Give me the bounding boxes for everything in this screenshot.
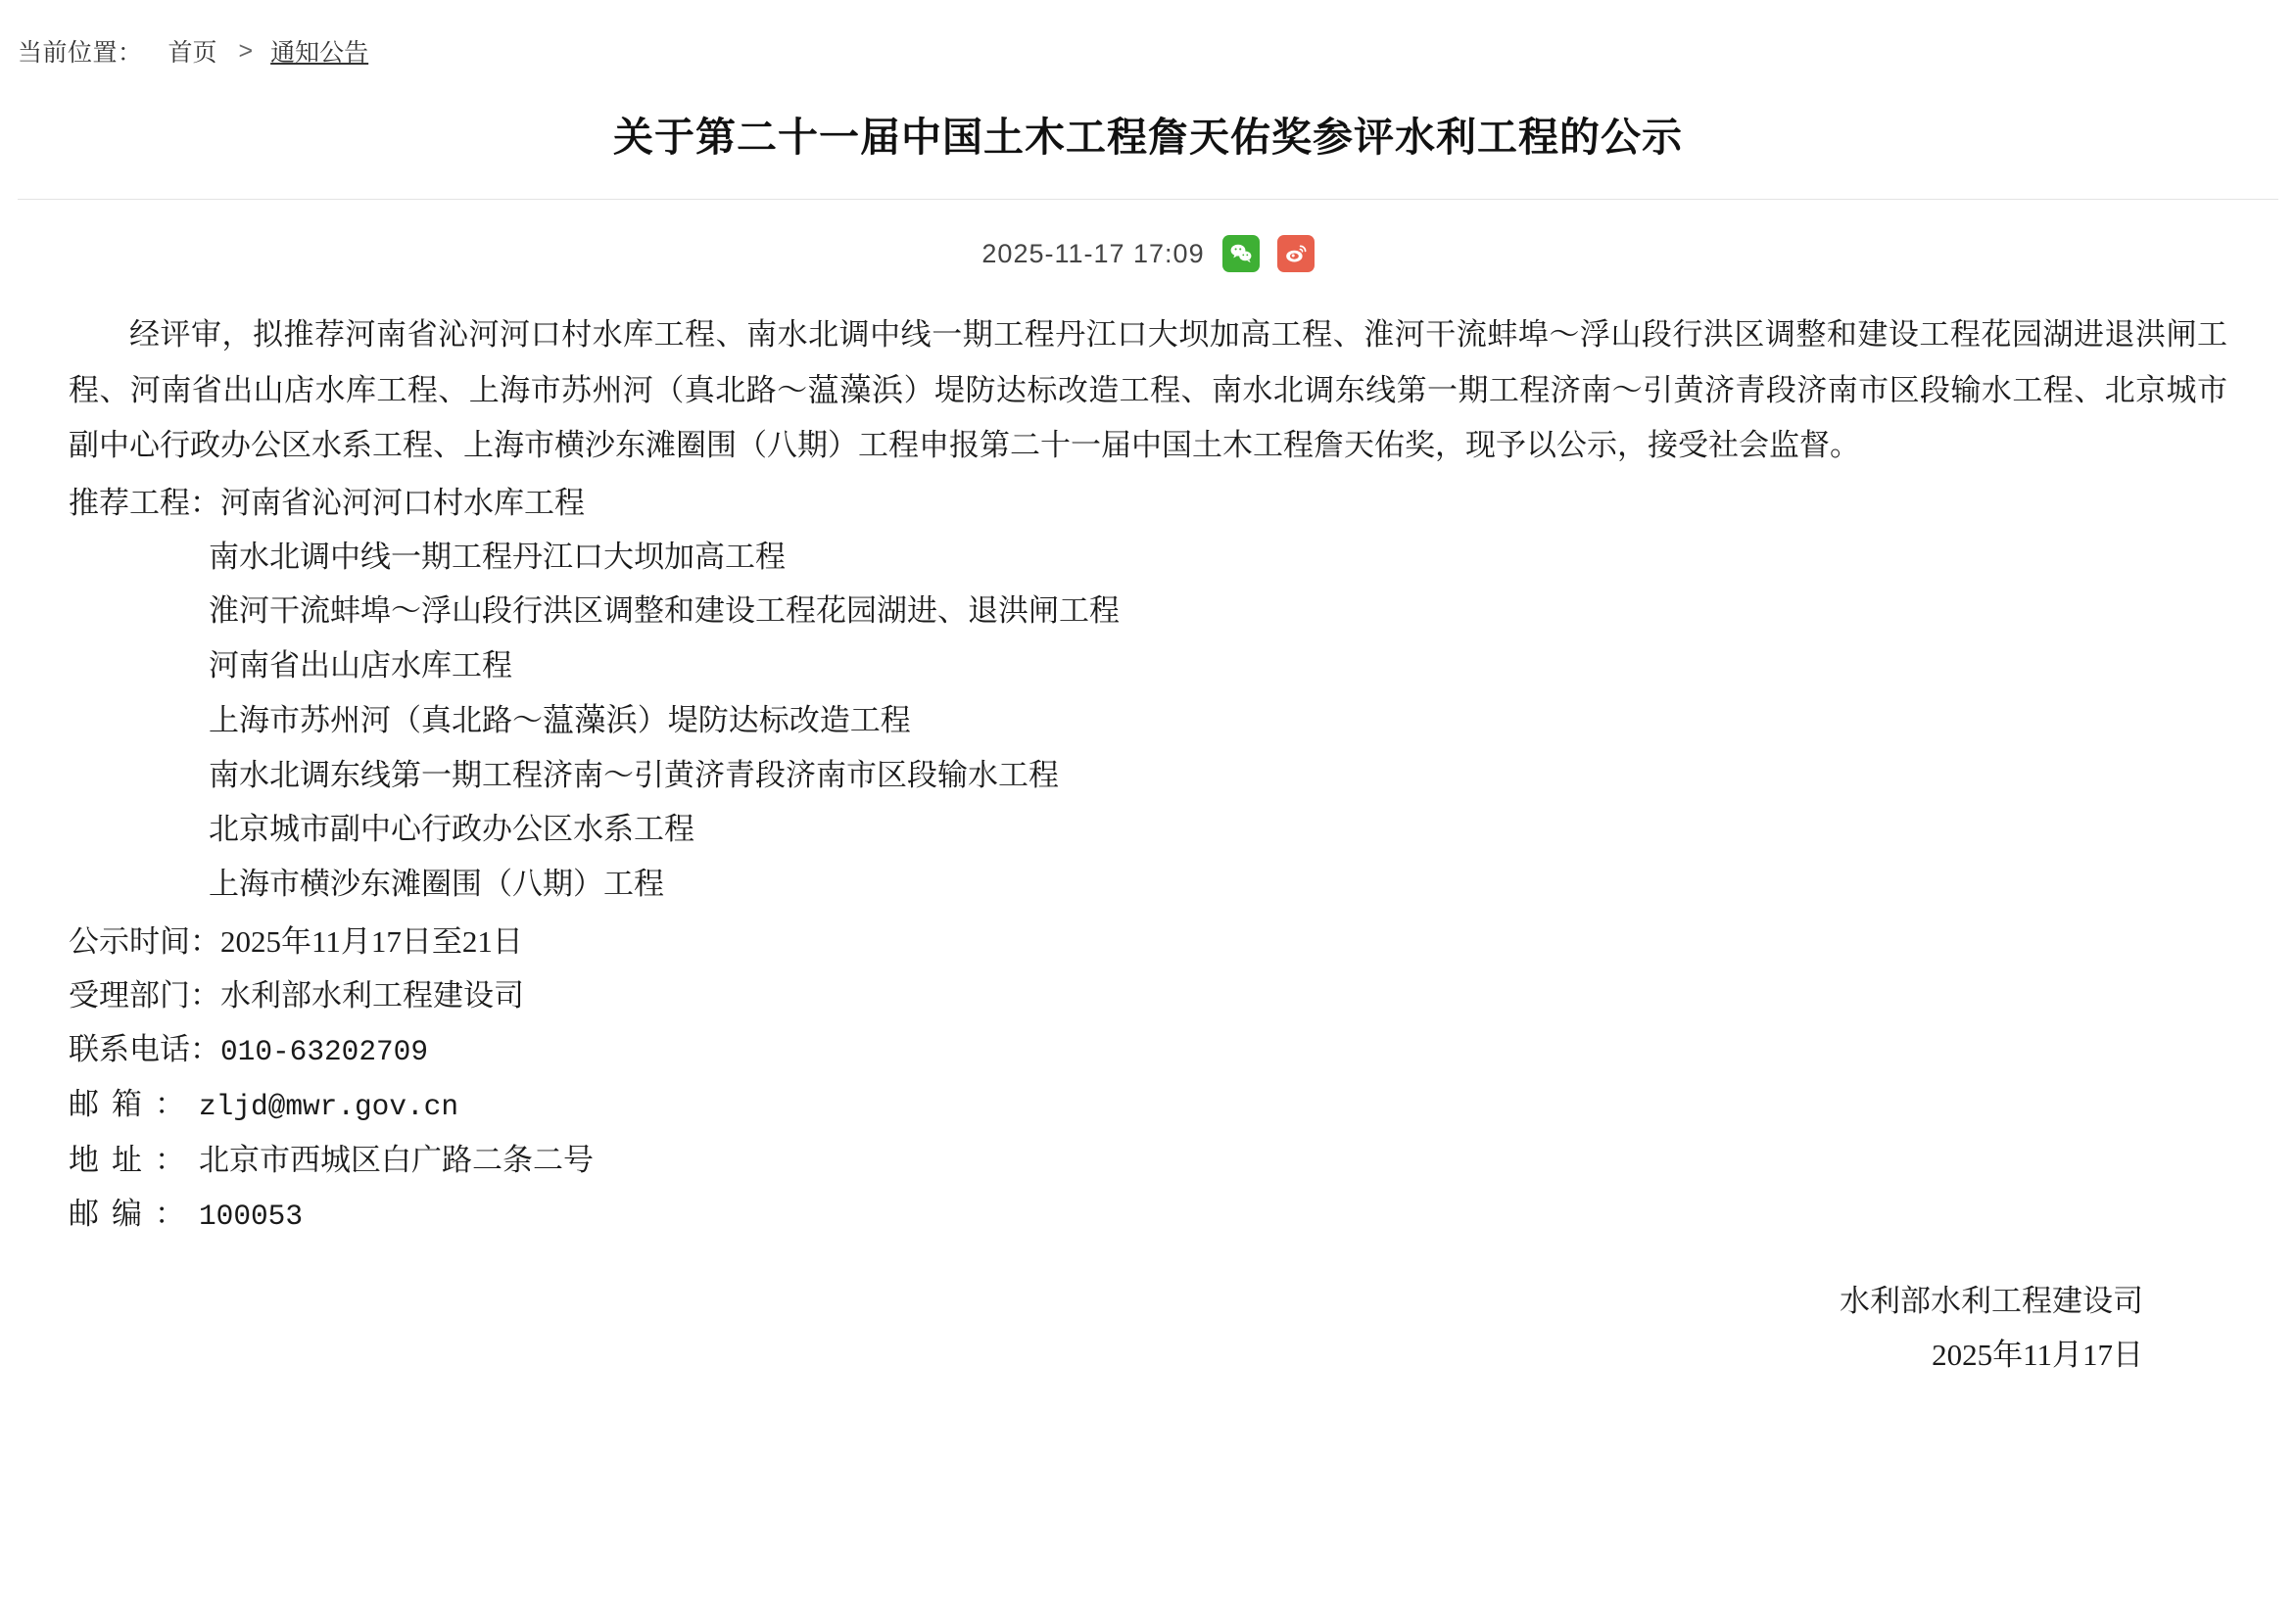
info-value: 北京市西城区白广路二条二号 <box>199 1142 594 1177</box>
breadcrumb <box>0 0 2296 94</box>
info-row-department <box>69 968 2227 1022</box>
intro-paragraph-emphasis: 蕰藻浜 <box>807 371 904 407</box>
list-item: 北京城市副中心行政办公区水系工程 <box>209 812 694 847</box>
list-item: 南水北调中线一期工程丹江口大坝加高工程 <box>209 540 786 575</box>
list-item: 南水北调东线第一期工程济南～引黄济青段济南市区段输水工程 <box>209 758 1059 793</box>
list-item: 河南省出山店水库工程 <box>209 647 512 683</box>
title-section <box>0 94 2296 199</box>
info-row-postcode <box>69 1187 2227 1242</box>
info-value: 010-63202709 <box>220 1035 428 1069</box>
document-body <box>0 298 2296 1421</box>
intro-paragraph-part1: 经评审，拟推荐河南省沁河河口村水库工程、南水北调中线一期工程丹江口大坝加高工程、淮河干流蚌埠～浮山段行洪区调整和建设工程花园湖进退洪闸工程、河南省出山店水库工程、上海市苏州河（真北路～ <box>69 317 2227 407</box>
recommended-projects-block <box>69 476 2227 911</box>
info-value: 水利部水利工程建设司 <box>220 977 524 1013</box>
info-key: 邮箱： <box>69 1087 199 1122</box>
info-key: 邮编： <box>69 1197 199 1232</box>
info-row-notice-period <box>69 915 2227 968</box>
info-row-phone <box>69 1022 2227 1077</box>
list-item: 河南省沁河河口村水库工程 <box>220 486 585 521</box>
info-row-email <box>69 1077 2227 1132</box>
list-item: 淮河干流蚌埠～浮山段行洪区调整和建设工程花园湖进、退洪闸工程 <box>209 593 1120 629</box>
signature-block <box>69 1275 2227 1382</box>
contact-info-block <box>69 915 2227 1243</box>
info-value: 2025年11月17日至21日 <box>220 923 523 959</box>
recommended-projects-label: 推荐工程： <box>69 486 220 521</box>
info-row-address <box>69 1133 2227 1187</box>
wechat-share-icon[interactable] <box>1222 235 1260 272</box>
list-item-pre: 上海市苏州河（真北路～ <box>209 702 543 737</box>
breadcrumb-separator: > <box>238 36 254 65</box>
breadcrumb-home-link[interactable]: 首页 <box>167 39 217 67</box>
page-title: 关于第二十一届中国土木工程詹天佑奖参评水利工程的公示 <box>613 115 1683 160</box>
info-key: 公示时间： <box>69 923 220 959</box>
info-key: 受理部门： <box>69 977 220 1013</box>
list-item-post: ）堤防达标改造工程 <box>637 702 911 737</box>
recommended-projects-first-line <box>69 476 2227 530</box>
meta-row <box>0 200 2296 298</box>
info-value: 100053 <box>199 1200 303 1234</box>
list-item <box>209 692 2227 748</box>
recommended-projects-list <box>209 530 2227 910</box>
publish-timestamp: 2025-11-17 17:09 <box>981 238 1205 268</box>
info-key: 联系电话： <box>69 1032 220 1067</box>
weibo-share-icon[interactable] <box>1277 235 1315 272</box>
breadcrumb-current-link[interactable]: 通知公告 <box>270 39 369 67</box>
info-value: zljd@mwr.gov.cn <box>199 1090 458 1124</box>
intro-paragraph <box>69 307 2227 472</box>
info-key: 地址： <box>69 1142 199 1177</box>
signature-date: 2025年11月17日 <box>1932 1337 2143 1372</box>
list-item: 上海市横沙东滩圈围（八期）工程 <box>209 866 664 901</box>
intro-paragraph-part2: ）堤防达标改造工程、南水北调东线第一期工程济南～引黄济青段济南市区段输水工程、北京城市副中心行政办公区水系工程、上海市横沙东滩圈围（八期）工程申报第二十一届中国土木工程詹天佑奖，现予以公示，接受社会监督。 <box>69 372 2227 462</box>
breadcrumb-label: 当前位置： <box>18 39 143 67</box>
list-item-emphasis: 蕰藻浜 <box>543 701 638 737</box>
signature-organization: 水利部水利工程建设司 <box>1840 1284 2143 1319</box>
